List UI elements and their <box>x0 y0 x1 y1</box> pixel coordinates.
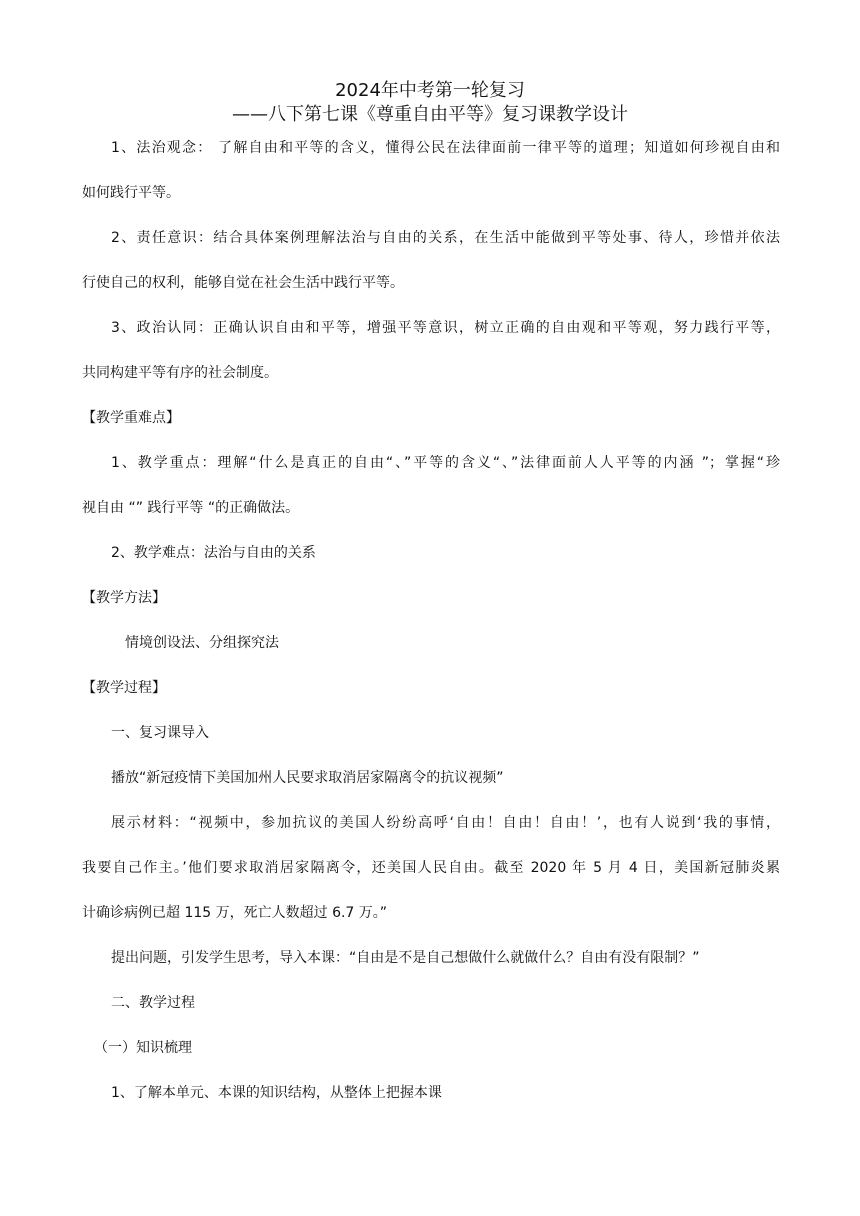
subsection-1-item-1: 1、了解本单元、本课的知识结构，从整体上把握本课 <box>111 1085 442 1101</box>
play-video-text: 播放“新冠疫情下美国加州人民要求取消居家隔离令的抗议视频” <box>111 770 504 786</box>
goal-3-line-1: 3、政治认同：正确认识自由和平等，增强平等意识，树立正确的自由观和平等观，努力践行平等， <box>111 320 780 336</box>
document-subtitle: ——八下第七课《尊重自由平等》复习课教学设计 <box>232 104 628 125</box>
key-point-2: 2、教学难点：法治与自由的关系 <box>111 545 316 561</box>
material-line-1: 展示材料：“视频中，参加抗议的美国人纷纷高呼‘自由！自由！自由！’，也有人说到‘我的事情， <box>111 815 780 831</box>
key-point-1-line-2: 视自由 “” 践行平等 “的正确做法。 <box>82 500 300 516</box>
document-title: 2024年中考第一轮复习 <box>335 80 525 101</box>
goal-3-line-2: 共同构建平等有序的社会制度。 <box>82 365 278 381</box>
section-2-heading: 二、教学过程 <box>111 995 195 1011</box>
goal-1-line-2: 如何践行平等。 <box>82 185 180 201</box>
goal-2-line-1: 2、责任意识：结合具体案例理解法治与自由的关系，在生活中能做到平等处事、待人，珍惜并依法 <box>111 230 780 246</box>
methods-heading: 【教学方法】 <box>82 590 166 606</box>
question-text: 提出问题，引发学生思考，导入本课：“自由是不是自己想做什么就做什么？自由有没有限制？” <box>111 950 700 966</box>
key-point-1-line-1: 1、教学重点：理解“什么是真正的自由“、”平等的含义“、”法律面前人人平等的内涵 ”；掌握“珍 <box>111 455 780 471</box>
material-line-3: 计确诊病例已超 115 万，死亡人数超过 6.7 万。” <box>82 905 388 921</box>
intro-heading: 一、复习课导入 <box>111 725 209 741</box>
material-line-2: 我要自己作主。’他们要求取消居家隔离令，还美国人民自由。截至 2020 年 5 月 4 日，美国新冠肺炎累 <box>82 860 780 876</box>
key-points-heading: 【教学重难点】 <box>82 410 180 426</box>
goal-1-line-1: 1、法治观念： 了解自由和平等的含义，懂得公民在法律面前一律平等的道理；知道如何珍视自由和 <box>111 140 780 156</box>
process-heading: 【教学过程】 <box>82 680 166 696</box>
goal-2-line-2: 行使自己的权利，能够自觉在社会生活中践行平等。 <box>82 275 404 291</box>
subsection-1-heading: （一）知识梳理 <box>94 1040 192 1056</box>
methods-text: 情境创设法、分组探究法 <box>125 635 279 651</box>
